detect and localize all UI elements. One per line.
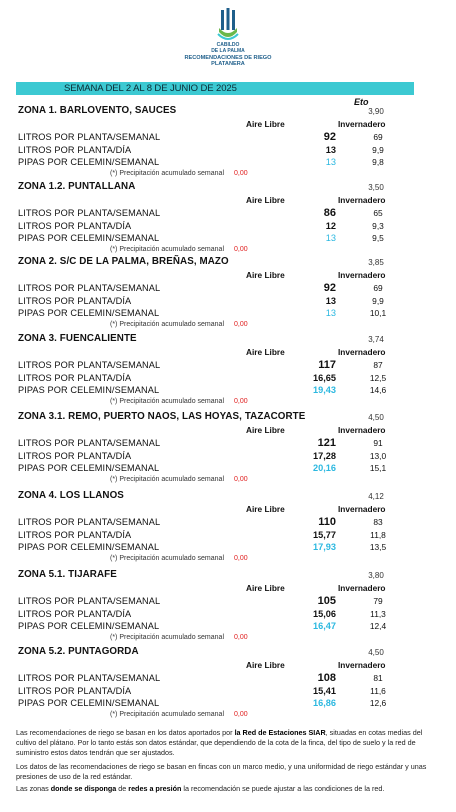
data-row (18, 157, 418, 169)
data-row (18, 463, 418, 475)
value-aire-libre: 15,41 (313, 686, 336, 696)
value-aire-libre: 15,77 (313, 530, 336, 540)
value-invernadero: 14,6 (369, 385, 387, 395)
row-label: LITROS POR PLANTA/SEMANAL (18, 360, 161, 370)
value-aire-libre: 12 (325, 221, 336, 231)
col-header-invernadero: Invernadero (338, 660, 386, 670)
col-header-aire-libre: Aire Libre (246, 425, 285, 435)
precip-value: 0,00 (234, 476, 248, 483)
eto-value: 4,50 (368, 413, 384, 422)
value-aire-libre: 17,93 (313, 542, 336, 552)
value-aire-libre: 121 (317, 437, 336, 449)
precip-note (110, 398, 248, 405)
zone-block (16, 181, 436, 259)
col-header-invernadero: Invernadero (338, 425, 386, 435)
value-aire-libre: 13 (325, 145, 336, 155)
value-invernadero: 11,8 (370, 530, 386, 540)
precip-label: (*) Precipitación acumulado semanal (110, 476, 224, 483)
cabildo-logo-icon (217, 8, 239, 42)
precip-label: (*) Precipitación acumulado semanal (110, 634, 224, 641)
row-label: LITROS POR PLANTA/DÍA (18, 296, 132, 306)
row-label: LITROS POR PLANTA/SEMANAL (18, 208, 161, 218)
value-aire-libre: 92 (323, 282, 336, 294)
zone-title: ZONA 1. BARLOVENTO, SAUCES (18, 105, 177, 116)
precip-note (110, 321, 248, 328)
precip-label: (*) Precipitación acumulado semanal (110, 321, 224, 328)
value-invernadero: 69 (373, 132, 383, 142)
logo (0, 8, 456, 72)
eto-value: 3,90 (368, 107, 384, 116)
value-aire-libre: 117 (318, 359, 336, 371)
precip-note (110, 555, 248, 562)
eto-value: 3,80 (368, 571, 384, 580)
data-row (18, 283, 418, 295)
precip-note (110, 246, 248, 253)
zone-block (16, 569, 436, 647)
zone-title: ZONA 4. LOS LLANOS (18, 490, 124, 501)
value-invernadero: 9,9 (372, 296, 384, 306)
value-invernadero: 81 (373, 673, 383, 683)
zone-block (16, 411, 436, 489)
week-title: SEMANA DEL 2 AL 8 DE JUNIO DE 2025 (64, 83, 237, 94)
value-aire-libre: 13 (325, 233, 336, 243)
precip-label: (*) Precipitación acumulado semanal (110, 555, 224, 562)
value-invernadero: 13,5 (369, 542, 387, 552)
data-row (18, 517, 418, 529)
row-label: LITROS POR PLANTA/SEMANAL (18, 673, 161, 683)
col-header-aire-libre: Aire Libre (246, 660, 285, 670)
logo-title-1: RECOMENDACIONES DE RIEGO (184, 54, 272, 61)
eto-value: 3,50 (368, 183, 384, 192)
zone-block (16, 490, 436, 568)
eto-header: Eto (354, 97, 369, 107)
row-label: LITROS POR PLANTA/DÍA (18, 530, 132, 540)
value-aire-libre: 86 (323, 207, 336, 219)
data-row (18, 438, 418, 450)
row-label: LITROS POR PLANTA/SEMANAL (18, 132, 161, 142)
value-invernadero: 83 (373, 517, 383, 527)
data-row (18, 233, 418, 245)
precip-label: (*) Precipitación acumulado semanal (110, 246, 224, 253)
col-header-invernadero: Invernadero (338, 119, 386, 129)
row-label: LITROS POR PLANTA/DÍA (18, 609, 132, 619)
col-header-aire-libre: Aire Libre (246, 504, 285, 514)
row-label: PIPAS POR CELEMIN/SEMANAL (18, 385, 160, 395)
value-aire-libre: 110 (318, 516, 336, 528)
footer-paragraph-1 (16, 728, 428, 758)
data-row (18, 208, 418, 220)
col-header-invernadero: Invernadero (338, 347, 386, 357)
data-row (18, 385, 418, 397)
value-invernadero: 12,4 (369, 621, 387, 631)
value-invernadero: 12,6 (369, 698, 387, 708)
data-row (18, 373, 418, 385)
data-row (18, 596, 418, 608)
precip-label: (*) Precipitación acumulado semanal (110, 398, 224, 405)
value-aire-libre: 16,47 (313, 621, 336, 631)
value-invernadero: 65 (373, 208, 383, 218)
zone-title: ZONA 3. FUENCALIENTE (18, 333, 137, 344)
value-aire-libre: 13 (325, 296, 336, 306)
data-row (18, 296, 418, 308)
zone-title: ZONA 1.2. PUNTALLANA (18, 181, 136, 192)
precip-note (110, 170, 248, 177)
data-row (18, 698, 418, 710)
footer-text: de (116, 784, 129, 793)
row-label: LITROS POR PLANTA/SEMANAL (18, 283, 161, 293)
value-aire-libre: 15,06 (313, 609, 336, 619)
data-row (18, 542, 418, 554)
row-label: LITROS POR PLANTA/DÍA (18, 373, 132, 383)
footer-paragraph-2: Los datos de las recomendaciones de riego se basan en fincas con un marco medio, y una uniformidad de riego estándar y unas presiones de uso de la red estándar. (16, 762, 427, 781)
value-invernadero: 9,8 (372, 157, 384, 167)
value-invernadero: 15,1 (369, 463, 387, 473)
value-invernadero: 9,9 (372, 145, 384, 155)
data-row (18, 609, 418, 621)
row-label: LITROS POR PLANTA/SEMANAL (18, 438, 161, 448)
row-label: LITROS POR PLANTA/SEMANAL (18, 596, 161, 606)
row-label: PIPAS POR CELEMIN/SEMANAL (18, 308, 160, 318)
row-label: LITROS POR PLANTA/SEMANAL (18, 517, 161, 527)
zone-block (16, 333, 436, 411)
col-header-aire-libre: Aire Libre (246, 583, 285, 593)
col-header-aire-libre: Aire Libre (246, 195, 285, 205)
row-label: LITROS POR PLANTA/DÍA (18, 145, 132, 155)
value-invernadero: 12,5 (369, 373, 387, 383)
precip-note (110, 634, 248, 641)
data-row (18, 686, 418, 698)
precip-value: 0,00 (234, 634, 248, 641)
row-label: PIPAS POR CELEMIN/SEMANAL (18, 463, 160, 473)
row-label: PIPAS POR CELEMIN/SEMANAL (18, 698, 160, 708)
data-row (18, 360, 418, 372)
eto-value: 3,85 (368, 258, 384, 267)
value-aire-libre: 13 (325, 157, 336, 167)
precip-value: 0,00 (234, 555, 248, 562)
zone-block (16, 105, 436, 183)
row-label: PIPAS POR CELEMIN/SEMANAL (18, 233, 160, 243)
precip-value: 0,00 (234, 711, 248, 718)
col-header-aire-libre: Aire Libre (246, 347, 285, 357)
zone-block (16, 646, 436, 724)
value-invernadero: 9,3 (372, 221, 384, 231)
row-label: PIPAS POR CELEMIN/SEMANAL (18, 157, 160, 167)
footer-text: Las recomendaciones de riego se basan en los datos aportados por (16, 728, 235, 737)
zone-title: ZONA 3.1. REMO, PUERTO NAOS, LAS HOYAS, TAZACORTE (18, 411, 306, 422)
precip-value: 0,00 (234, 398, 248, 405)
value-invernadero: 9,5 (372, 233, 384, 243)
value-aire-libre: 20,16 (313, 463, 336, 473)
value-aire-libre: 108 (317, 672, 336, 684)
col-header-aire-libre: Aire Libre (246, 119, 285, 129)
value-invernadero: 10,1 (369, 308, 387, 318)
data-row (18, 308, 418, 320)
precip-value: 0,00 (234, 246, 248, 253)
row-label: PIPAS POR CELEMIN/SEMANAL (18, 542, 160, 552)
footer-text: la recomendación se puede ajustar a las condiciones de la red. (181, 784, 385, 793)
precip-value: 0,00 (234, 321, 248, 328)
eto-value: 3,74 (368, 335, 384, 344)
value-invernadero: 87 (373, 360, 383, 370)
row-label: LITROS POR PLANTA/DÍA (18, 451, 132, 461)
zone-title: ZONA 2. S/C DE LA PALMA, BREÑAS, MAZO (18, 256, 229, 267)
value-invernadero: 11,3 (370, 609, 386, 619)
row-label: LITROS POR PLANTA/DÍA (18, 221, 132, 231)
value-invernadero: 79 (373, 596, 383, 606)
precip-note (110, 711, 248, 718)
row-label: LITROS POR PLANTA/DÍA (18, 686, 132, 696)
value-aire-libre: 13 (325, 308, 336, 318)
footer-emphasis: la Red de Estaciones SIAR (234, 728, 326, 737)
value-aire-libre: 16,86 (313, 698, 336, 708)
data-row (18, 530, 418, 542)
data-row (18, 145, 418, 157)
value-aire-libre: 16,65 (313, 373, 336, 383)
value-aire-libre: 19,43 (313, 385, 336, 395)
week-band (16, 82, 414, 95)
footer-paragraph-3 (16, 784, 428, 794)
value-invernadero: 69 (373, 283, 383, 293)
row-label: PIPAS POR CELEMIN/SEMANAL (18, 621, 160, 631)
value-invernadero: 13,0 (369, 451, 387, 461)
col-header-invernadero: Invernadero (338, 270, 386, 280)
value-aire-libre: 105 (317, 595, 336, 607)
precip-value: 0,00 (234, 170, 248, 177)
col-header-invernadero: Invernadero (338, 195, 386, 205)
org-line2: DE LA PALMA (211, 48, 245, 55)
data-row (18, 221, 418, 233)
org-line1: CABILDO (216, 42, 240, 48)
data-row (18, 621, 418, 633)
value-invernadero: 11,6 (370, 686, 386, 696)
precip-note (110, 476, 248, 483)
footer-emphasis: donde se disponga (50, 784, 117, 793)
eto-value: 4,12 (368, 492, 384, 501)
eto-value: 4,50 (368, 648, 384, 657)
zone-title: ZONA 5.1. TIJARAFE (18, 569, 117, 580)
zone-block (16, 256, 436, 334)
data-row (18, 673, 418, 685)
footer-emphasis: redes a presión (128, 784, 182, 793)
col-header-aire-libre: Aire Libre (246, 270, 285, 280)
zone-title: ZONA 5.2. PUNTAGORDA (18, 646, 139, 657)
footer-text: Las zonas (16, 784, 51, 793)
col-header-invernadero: Invernadero (338, 504, 386, 514)
value-aire-libre: 92 (323, 131, 336, 143)
data-row (18, 132, 418, 144)
value-invernadero: 91 (373, 438, 383, 448)
data-row (18, 451, 418, 463)
logo-title-2: PLATANERA (211, 61, 245, 68)
footer-text: , situadas en cotas medias del cultivo del plátano. Por lo tanto estás son datos estándar, que dependiendo de la cota de la finca, del tipo de suelo y la red de suministro estos datos tendrán que ser ajustados. (16, 728, 423, 757)
col-header-invernadero: Invernadero (338, 583, 386, 593)
precip-label: (*) Precipitación acumulado semanal (110, 711, 224, 718)
precip-label: (*) Precipitación acumulado semanal (110, 170, 224, 177)
value-aire-libre: 17,28 (313, 451, 336, 461)
